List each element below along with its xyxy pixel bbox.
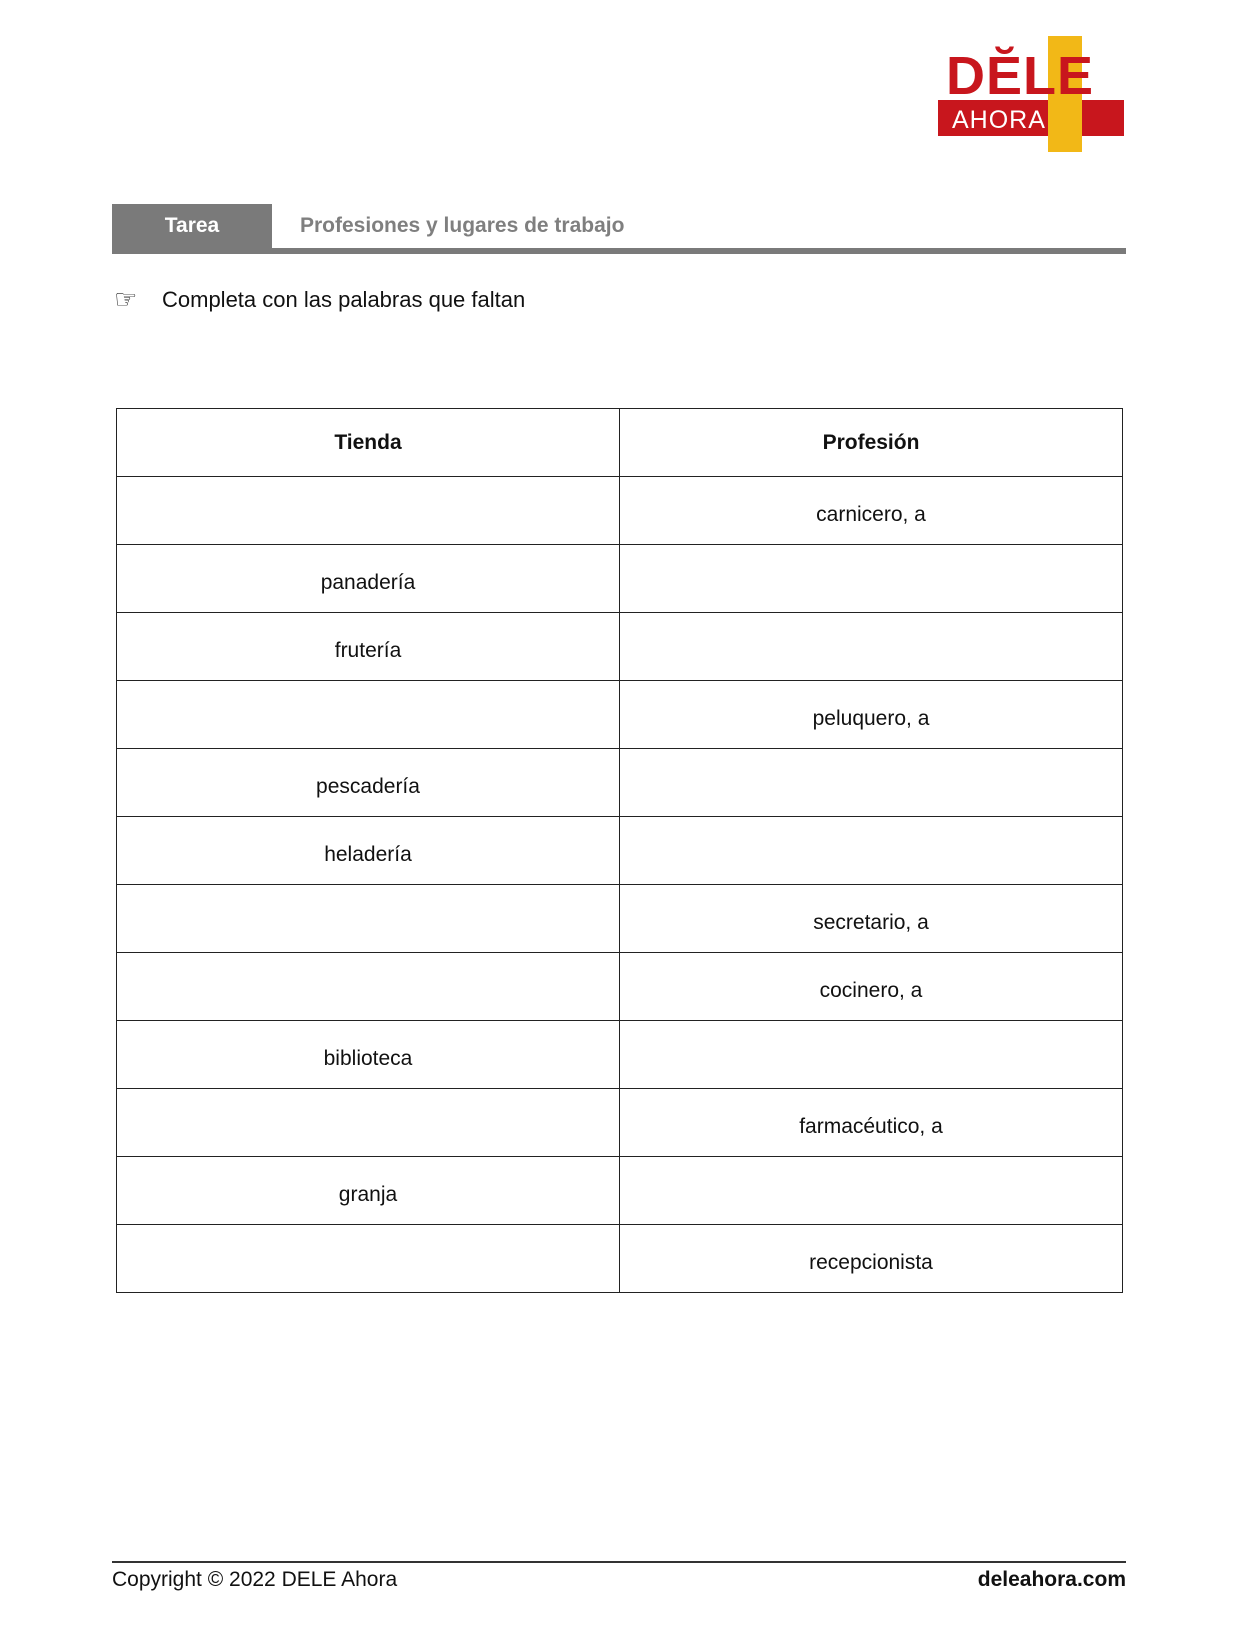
profesion-cell[interactable]: recepcionista [620,1225,1123,1293]
tienda-cell[interactable] [117,681,620,749]
pointing-hand-icon: ☞ [114,285,138,315]
tienda-cell[interactable] [117,477,620,545]
profesion-cell[interactable]: carnicero, a [620,477,1123,545]
task-tab-label: Tarea [112,204,272,248]
instruction-text: Completa con las palabras que faltan [162,287,526,312]
column-header-profesion: Profesión [620,409,1123,477]
footer-rule [112,1561,1126,1563]
tienda-cell[interactable]: biblioteca [117,1021,620,1089]
header-rule [112,248,1126,254]
tienda-cell[interactable]: frutería [117,613,620,681]
instruction [114,284,525,316]
profesion-cell[interactable] [620,1157,1123,1225]
profesion-cell[interactable] [620,1021,1123,1089]
table-row [117,613,1123,681]
tienda-cell[interactable] [117,1089,620,1157]
table-row [117,681,1123,749]
profesion-cell[interactable]: farmacéutico, a [620,1089,1123,1157]
profesion-cell[interactable] [620,545,1123,613]
table-row [117,1157,1123,1225]
tienda-cell[interactable]: granja [117,1157,620,1225]
svg-text:DĔLE: DĔLE [946,46,1095,106]
table-row [117,477,1123,545]
task-topic-title: Profesiones y lugares de trabajo [300,214,625,237]
tienda-cell[interactable] [117,953,620,1021]
column-header-tienda: Tienda [117,409,620,477]
table-row [117,1089,1123,1157]
svg-text:AHORA: AHORA [952,106,1046,134]
profesion-cell[interactable] [620,749,1123,817]
table-header-row [117,409,1123,477]
tienda-cell[interactable]: pescadería [117,749,620,817]
tienda-cell[interactable] [117,885,620,953]
table-row [117,545,1123,613]
task-header [112,204,1126,254]
profesion-cell[interactable] [620,817,1123,885]
table-row [117,1225,1123,1293]
profesion-cell[interactable] [620,613,1123,681]
table-row [117,817,1123,885]
footer-site-link[interactable]: deleahora.com [977,1568,1126,1591]
profesion-cell[interactable]: secretario, a [620,885,1123,953]
table-row [117,953,1123,1021]
worksheet-table [116,408,1123,1293]
table-row [117,885,1123,953]
table-row [117,1021,1123,1089]
table-row [117,749,1123,817]
profesion-cell[interactable]: peluquero, a [620,681,1123,749]
footer-copyright: Copyright © 2022 DELE Ahora [112,1568,398,1591]
dele-ahora-logo [938,36,1128,156]
tienda-cell[interactable] [117,1225,620,1293]
profesion-cell[interactable]: cocinero, a [620,953,1123,1021]
tienda-cell[interactable]: heladería [117,817,620,885]
tienda-cell[interactable]: panadería [117,545,620,613]
